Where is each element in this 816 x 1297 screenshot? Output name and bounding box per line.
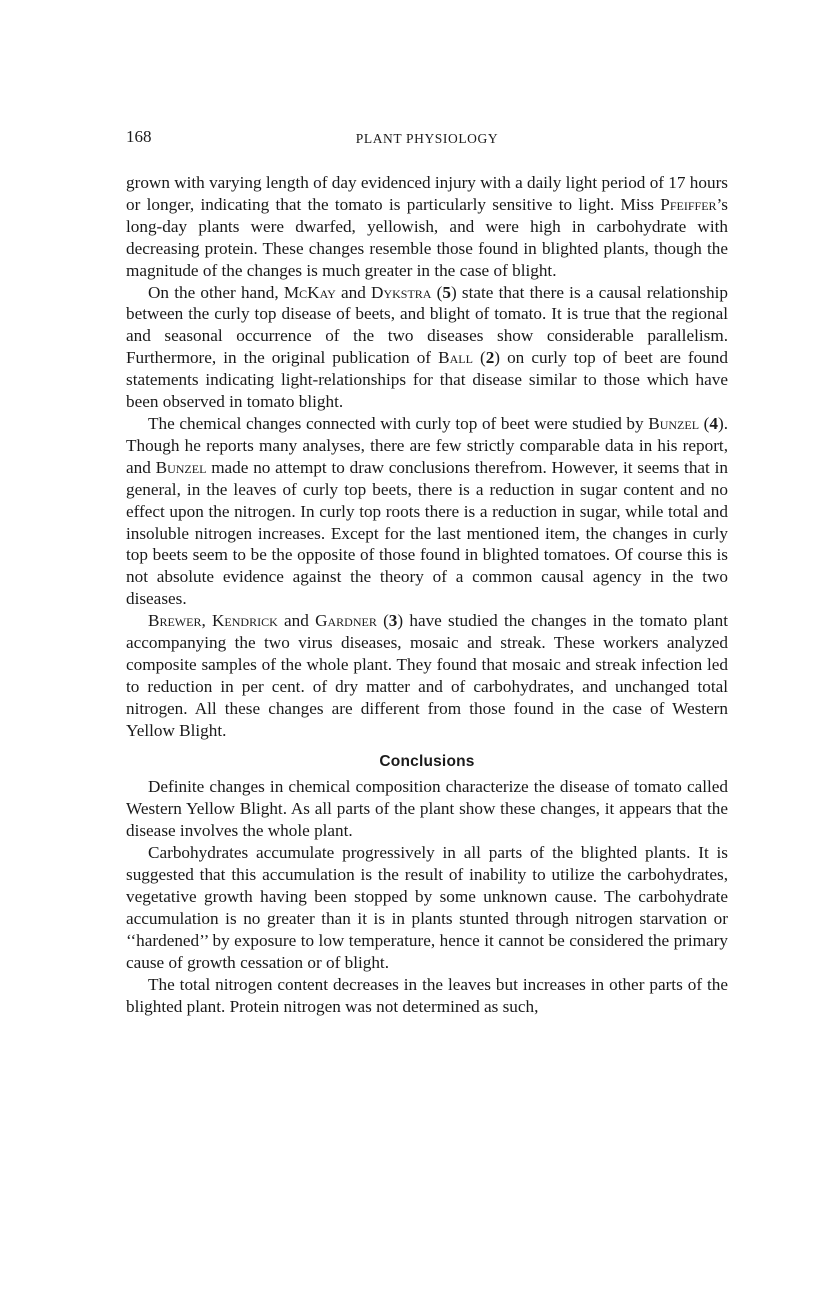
reference-number: 5: [442, 282, 451, 302]
text: and: [277, 611, 316, 631]
text: ,: [201, 611, 213, 631]
reference-number: 3: [388, 611, 398, 631]
author-name: Ball: [438, 348, 473, 368]
text: (: [376, 611, 389, 631]
author-name: Bunzel: [648, 413, 700, 433]
text: ). Though he reports many analyses, there are few strictly comparable data in his report, and: [126, 413, 729, 477]
conclusion-paragraph-1: Definite changes in chemical composition characterize the disease of tomato called Western Yellow Blight. As all parts of the plant show these changes, it appears that the disease involves the whole plant.: [126, 777, 728, 841]
text: made no attempt to draw conclusions therefrom. However, it seems that in general, in the leaves of curly top beets, there is a reduction in sugar content and no effect upon the nitrogen. In curly top roots there is a reduction in sugar, while total and insoluble nitrogen increases. Except for the last mentioned item, the changes in curly top beets seem to be the opposite of those found in blighted tomatoes. Of course this is not absolute evidence against the theory of a common causal agency in the two diseases.: [126, 457, 728, 609]
author-name: Brewer: [148, 611, 202, 631]
text: ) on curly top of beet are found statements indicating light-relationships for that disease similar to those which have been observed in tomato blight.: [126, 348, 728, 412]
conclusion-paragraph-2: Carbohydrates accumulate progressively in all parts of the blighted plants. It is suggested that this accumulation is the result of inability to utilize the carbohydrates, vegetative growth having been stopped by some unknown cause. The carbohydrate accumulation is no greater than it is in plants stunted through nitrogen starvation or ‘‘hardened’’ by exposure to low temperature, hence it cannot be considered the primary cause of growth cessation or of blight.: [126, 843, 728, 972]
page-number: 168: [126, 127, 152, 146]
author-name: Pfeiffer: [660, 194, 717, 214]
page: [126, 126, 728, 1017]
text: The chemical changes connected with curly top of beet were studied by: [148, 413, 649, 433]
author-name: Gardner: [315, 611, 377, 631]
section-heading: Conclusions: [379, 752, 475, 770]
text: ) have studied the changes in the tomato plant accompanying the two virus diseases, mosaic and streak. These workers analyzed composite samples of the whole plant. They found that mosaic and streak infection led to reduction in per cent. of dry matter and of carbohydrates, and unchanged total nitrogen. All these changes are different from those found in the case of Western Yellow Blight.: [126, 611, 728, 740]
text: (: [431, 282, 443, 302]
running-title: PLANT PHYSIOLOGY: [355, 131, 499, 146]
conclusion-paragraph-3: The total nitrogen content decreases in the leaves but increases in other parts of the blighted plant. Protein nitrogen was not determined as such,: [126, 974, 728, 1016]
text: On the other hand,: [148, 282, 284, 302]
paragraph-2: [126, 282, 728, 413]
author-name: McKay: [283, 282, 336, 302]
text: (: [472, 348, 486, 368]
reference-number: 4: [709, 413, 718, 433]
text: and: [335, 282, 372, 302]
paragraph-3: [126, 413, 728, 610]
author-name: Dykstra: [371, 282, 432, 302]
author-name: Kendrick: [212, 611, 278, 631]
paragraph-1: [126, 172, 728, 282]
paragraph-4: [126, 610, 728, 741]
text: grown with varying length of day evidenced injury with a daily light period of 17 hours or longer, indicating that the tomato is particularly sensitive to light. Miss: [126, 173, 728, 214]
text: ’s long-day plants were dwarfed, yellowish, and were high in carbohydrate with decreasing protein. These changes resemble those found in blighted plants, though the magnitude of the changes is much greater in the case of blight.: [126, 194, 728, 280]
text: (: [699, 413, 710, 433]
text: ) state that there is a causal relationship between the curly top disease of beets, and blight of tomato. It is true that the regional and seasonal occurrence of the two diseases show considerable parallelism. Furthermore, in the original publication of: [126, 282, 728, 368]
reference-number: 2: [485, 348, 495, 368]
page-header: [126, 126, 728, 148]
author-name: Bunzel: [155, 457, 207, 477]
